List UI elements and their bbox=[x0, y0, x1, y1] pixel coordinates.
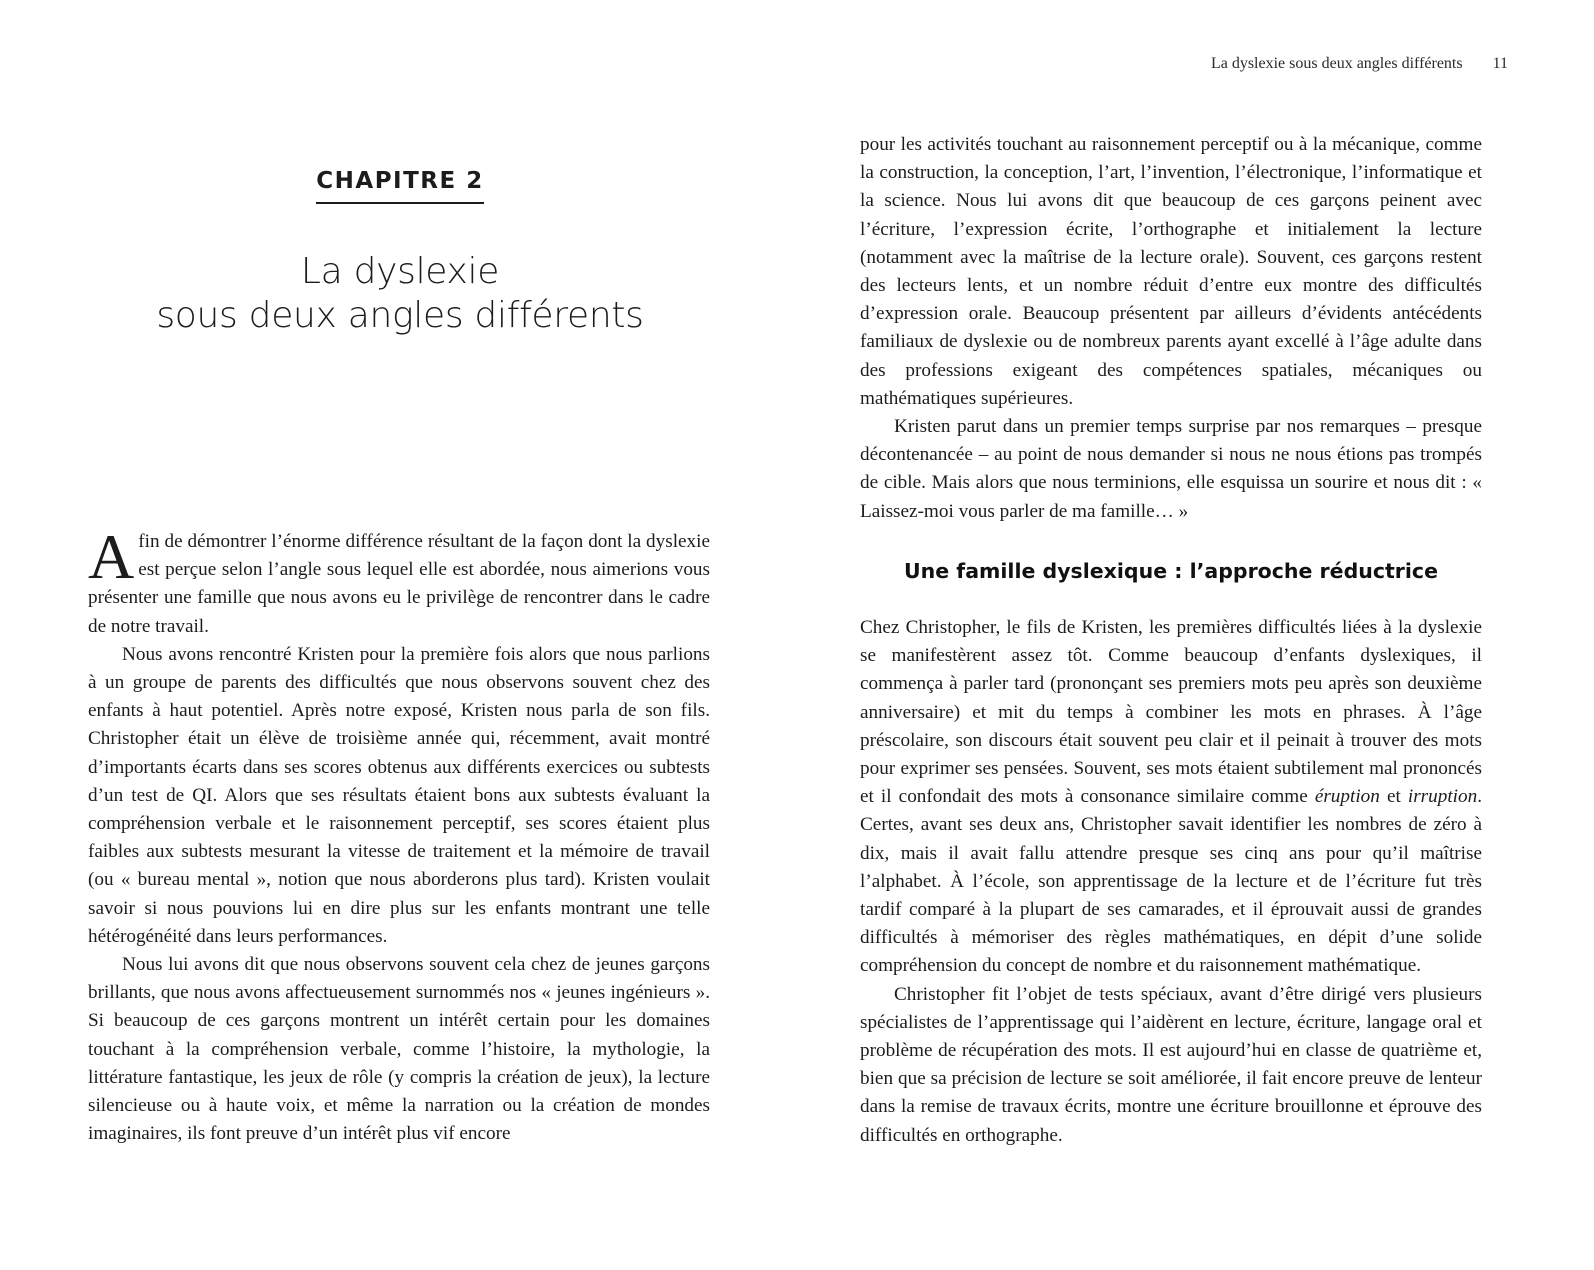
page-number: 11 bbox=[1492, 55, 1508, 72]
paragraph-1-text: fin de démontrer l’énorme différence résultant de la façon dont la dyslexie est perçue selon l’angle sous lequel elle est abordée, nous aimerions vous présenter une famille que nous avons eu le privilège de rencontrer dans le cadre de notre travail. bbox=[88, 531, 710, 637]
running-head bbox=[1211, 55, 1508, 73]
right-page bbox=[797, 0, 1594, 1270]
right-body-text-top bbox=[860, 131, 1482, 526]
paragraph-tests: Christopher fit l’objet de tests spéciaux, avant d’être dirigé vers plusieurs spécialistes de l’apprentissage qui l’aidèrent en lecture, écriture, langage oral et problème de récupération des mots. Il est aujourd’hui en classe de quatrième et, bien que sa précision de lecture se soit améliorée, il fait encore preuve de lenteur dans la remise de travaux écrits, montre une écriture brouillonne et éprouve des difficultés en orthographe. bbox=[860, 983, 1482, 1146]
chapter-title-line-2: sous deux angles différents bbox=[156, 295, 644, 336]
paragraph-christopher-part-c: . Certes, avant ses deux ans, Christopher savait identifier les nombres de zéro à dix, mais il avait fallu attendre presque ses cinq ans pour qu’il maîtrise l’alphabet. À l’école, son apprentissage de la lecture et de l’écriture fut très tardif comparé à la plupart de ses camarades, et il éprouvait aussi de grandes difficultés à mémoriser des règles mathématiques, en dépit d’une solide compréhension du concept de nombre et du raisonnement mathématique. bbox=[860, 786, 1482, 977]
paragraph-christopher-part-b: et bbox=[1379, 786, 1408, 808]
section-heading: Une famille dyslexique : l’approche réductrice bbox=[904, 559, 1438, 583]
italic-word-irruption: irruption bbox=[1407, 786, 1478, 808]
paragraph-kristen: Kristen parut dans un premier temps surprise par nos remarques – presque décontenancée – au point de nous demander si nous ne nous étions pas trompés de cible. Mais alors que nous terminions, elle esquissa un sourire et nous dit : « Laissez-moi vous parler de ma famille… » bbox=[860, 416, 1482, 522]
chapter-title bbox=[0, 250, 800, 338]
left-body-text bbox=[88, 521, 710, 1148]
drop-cap: A bbox=[88, 521, 135, 592]
paragraph-christopher bbox=[860, 614, 1482, 981]
chapter-title-line-1: La dyslexie bbox=[300, 251, 500, 292]
italic-word-eruption: éruption bbox=[1314, 786, 1380, 808]
paragraph-continued: pour les activités touchant au raisonnement perceptif ou à la mécanique, comme la construction, la conception, l’art, l’invention, l’électronique, l’informatique et la science. Nous lui avons dit que beaucoup de ces garçons peinent avec l’écriture, l’expression écrite, l’orthographe et initialement la lecture (notamment avec la maîtrise de la lecture orale). Souvent, ces garçons restent des lecteurs lents, et un nombre réduit d’entre eux montre des difficultés d’expression orale. Beaucoup présentent par ailleurs d’évidents antécédents familiaux de dyslexie ou de nombreux parents ayant excellé à l’âge adulte dans des professions exigeant des compétences spatiales, mécaniques ou mathématiques supérieures. bbox=[860, 134, 1482, 409]
paragraph-christopher-part-a: Chez Christopher, le fils de Kristen, les premières difficultés liées à la dyslexie se manifestèrent assez tôt. Comme beaucoup d’enfants dyslexiques, il commença à parler tard (prononçant ses premiers mots peu après son deuxième anniversaire) et mit du temps à combiner les mots en phrases. À l’âge préscolaire, son discours était souvent peu clair et il peinait à trouver des mots pour exprimer ses pensées. Souvent, ses mots étaient subtilement mal prononcés et il confondait des mots à consonance similaire comme bbox=[860, 617, 1482, 808]
right-body-text-bottom bbox=[860, 614, 1482, 1150]
running-head-title: La dyslexie sous deux angles différents bbox=[1210, 55, 1463, 72]
paragraph-2: Nous avons rencontré Kristen pour la première fois alors que nous parlions à un groupe de parents des difficultés que nous observons souvent chez des enfants à haut potentiel. Après notre exposé, Kristen nous parla de son fils. Christopher était un élève de troisième année qui, récemment, avait montré d’importants écarts dans ses scores obtenus aux différents exercices ou subtests d’un test de QI. Alors que ses résultats étaient bons aux subtests évaluant la compréhension verbale et le raisonnement perceptif, ses scores étaient plus faibles aux subtests mesurant la vitesse de traitement et la mémoire de travail (ou « bureau mental », notion que nous aborderons plus tard). Kristen voulait savoir si nous pouvions lui en dire plus sur les enfants montrant une telle hétérogénéité dans leurs performances. bbox=[88, 643, 710, 947]
paragraph-3: Nous lui avons dit que nous observons souvent cela chez de jeunes garçons brillants, que nous avons affectueusement surnommés nos « jeunes ingénieurs ». Si beaucoup de ces garçons montrent un intérêt certain pour les domaines touchant à la compréhension verbale, comme l’histoire, la mythologie, la littérature fantastique, les jeux de rôle (y compris la création de jeux), la lecture silencieuse ou à haute voix, et même la narration ou la création de mondes imaginaires, ils font preuve d’un intérêt plus vif encore bbox=[88, 954, 710, 1145]
paragraph-1 bbox=[88, 521, 710, 641]
chapter-label-text: CHAPITRE 2 bbox=[316, 168, 483, 204]
chapter-label bbox=[0, 168, 800, 204]
